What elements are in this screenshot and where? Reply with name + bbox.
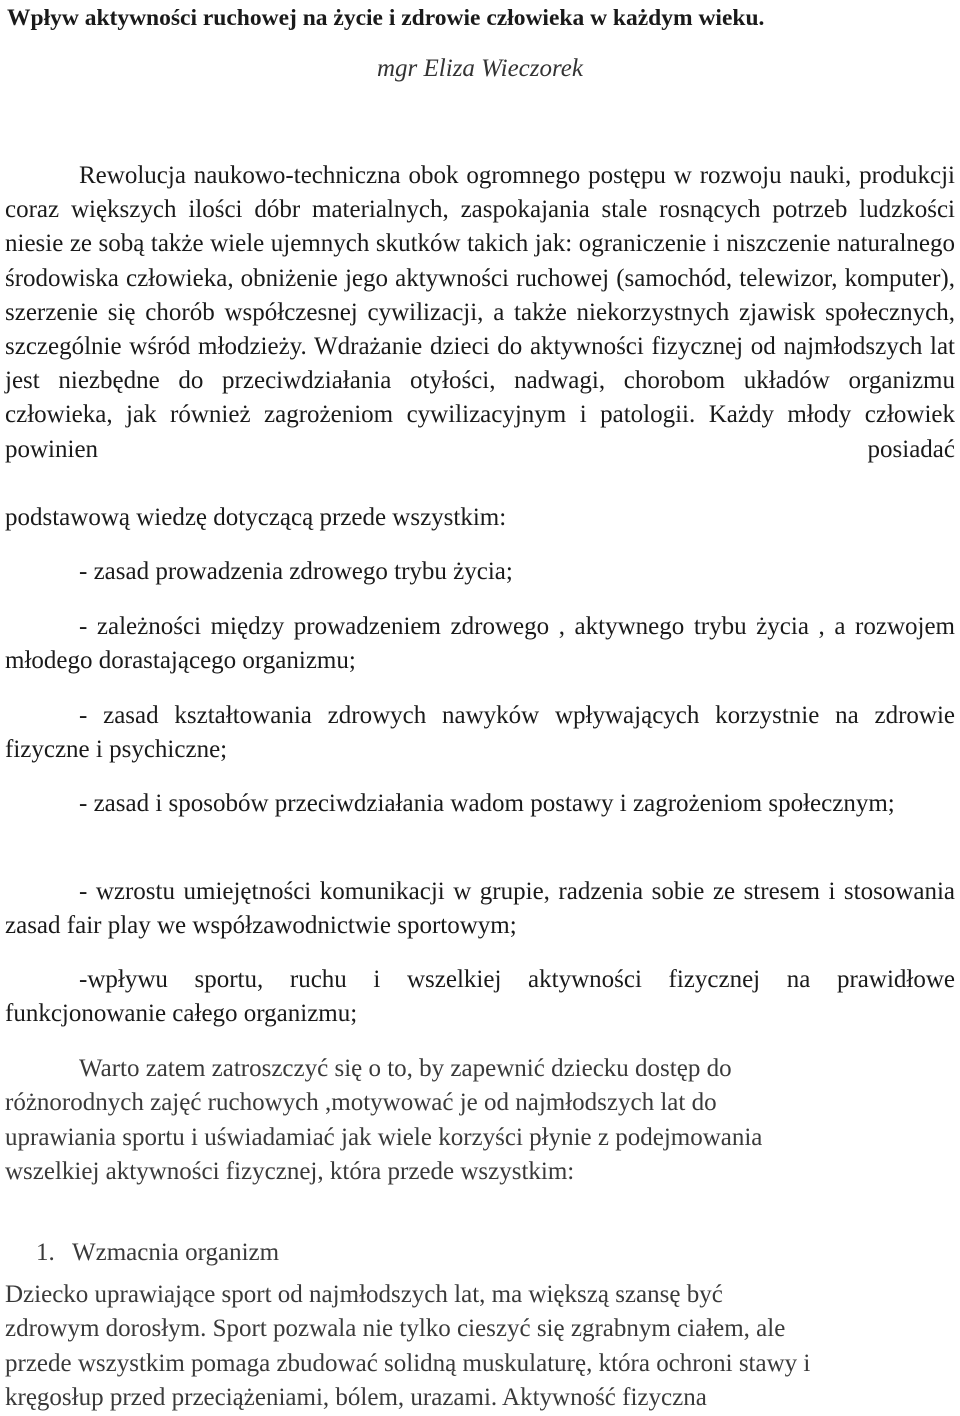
list-item: - zasad i sposobów przeciwdziałania wadom postawy i zagrożeniom społecznym; xyxy=(79,790,895,817)
paragraph-line: przede wszystkim pomaga zbudować solidną muskulaturę, która ochroni stawy i xyxy=(5,1349,811,1377)
paragraph-line: Warto zatem zatroszczyć się o to, by zapewnić dziecku dostęp do xyxy=(79,1055,732,1082)
list-item: - zasad prowadzenia zdrowego trybu życia; xyxy=(79,558,513,585)
paragraph-line: wszelkiej aktywności fizycznej, która przede wszystkim: xyxy=(5,1157,575,1185)
paragraph-line: zdrowym dorosłym. Sport pozwala nie tylko cieszyć się zgrabnym ciałem, ale xyxy=(5,1315,786,1343)
paragraph-access xyxy=(5,1052,955,1189)
list-item: - zależności między prowadzeniem zdrowego , aktywnego trybu życia , a rozwojem młodego dorastającego organizmu; xyxy=(5,613,955,674)
paragraph-line: kręgosłup przed przeciążeniami, bólem, urazami. Aktywność fizyczna xyxy=(5,1383,707,1411)
author-name: mgr Eliza Wieczorek xyxy=(377,55,583,82)
paragraph-line: uprawiania sportu i uświadamiać jak wiele korzyści płynie z podejmowania xyxy=(5,1123,763,1151)
numbered-heading xyxy=(36,1236,279,1270)
numbered-heading-label: Wzmacnia organizm xyxy=(72,1239,280,1266)
paragraph-line: różnorodnych zajęć ruchowych ,motywować je od najmłodszych lat do xyxy=(5,1089,717,1117)
intro-paragraph: Rewolucja naukowo-techniczna obok ogromnego postępu w rozwoju nauki, produkcji coraz większych ilości dóbr materialnych, zaspokajania stale rosnących potrzeb ludzkości niesie ze sobą także wiele ujemnych skutków takich jak: ograniczenie i niszczenie naturalnego środowiska człowieka, obniżenie jego aktywności ruchowej (samochód, telewizor, komputer), szerzenie się chorób współczesnej cywilizacji, a także niekorzystnych zjawisk społecznych, szczególnie wśród młodzieży. Wdrażanie dzieci do aktywności fizycznej od najmłodszych lat jest niezbędne do przeciwdziałania otyłości, nadwagi, chorobom układów organizmu człowieka, jak również zagrożeniom cywilizacyjnym i patologii. Każdy młody człowiek powinien posiadać xyxy=(5,162,955,463)
list-item: - wzrostu umiejętności komunikacji w grupie, radzenia sobie ze stresem i stosowania zasad fair play we współzawodnictwie sportowym; xyxy=(5,878,955,939)
list-item: -wpływu sportu, ruchu i wszelkiej aktywności fizycznej na prawidłowe funkcjonowanie całego organizmu; xyxy=(5,966,955,1027)
intro-paragraph-last-line: podstawową wiedzę dotyczącą przede wszystkim: xyxy=(5,504,507,531)
paragraph-child-sport xyxy=(5,1278,955,1415)
document-title: Wpływ aktywności ruchowej na życie i zdrowie człowieka w każdym wieku. xyxy=(7,5,765,31)
paragraph-line: Dziecko uprawiające sport od najmłodszych lat, ma większą szansę być xyxy=(5,1281,723,1308)
list-number: 1. xyxy=(36,1239,55,1266)
list-item: - zasad kształtowania zdrowych nawyków wpływających korzystnie na zdrowie fizyczne i psychiczne; xyxy=(5,702,955,763)
